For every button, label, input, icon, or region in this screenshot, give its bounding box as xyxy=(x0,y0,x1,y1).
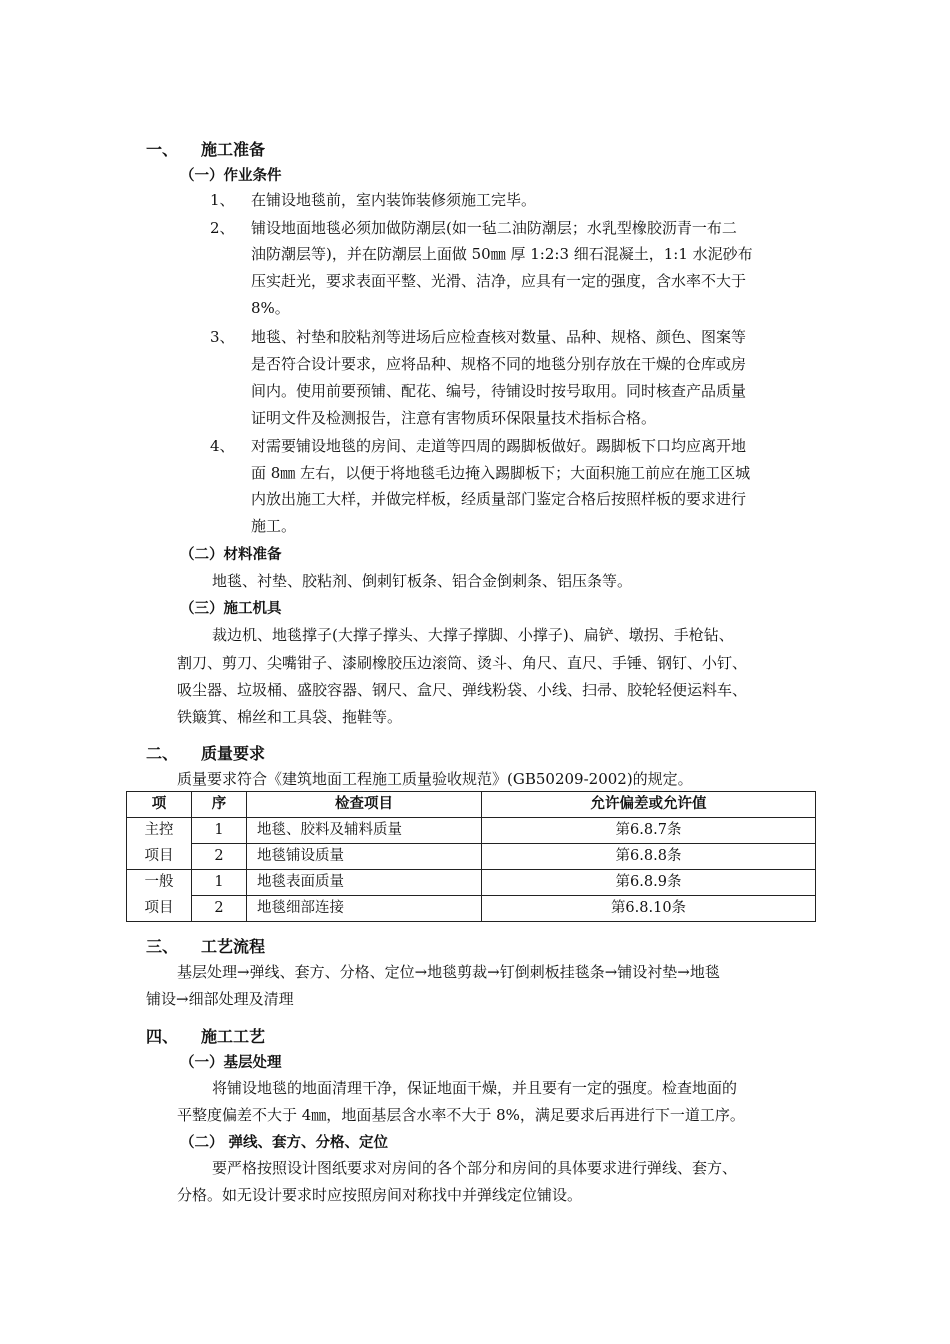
row-seq: 2 xyxy=(192,896,247,922)
row-item: 地毯细部连接 xyxy=(247,896,482,922)
group-label: 一般 xyxy=(127,870,192,896)
subsection-title: （二） 弹线、套方、分格、定位 xyxy=(180,1135,389,1151)
table-header: 项 xyxy=(127,792,192,818)
table-header: 允许偏差或允许值 xyxy=(482,792,816,818)
table-header-row xyxy=(127,792,816,818)
quality-table xyxy=(126,791,816,922)
paragraph-line: 基层处理→弹线、套方、分格、定位→地毯剪裁→钉倒刺板挂毯条→铺设衬垫→地毯 xyxy=(177,963,720,981)
section-title: 施工准备 xyxy=(201,140,266,159)
table-row xyxy=(127,818,816,844)
list-item-line: 是否符合设计要求，应将品种、规格不同的地毯分别存放在干燥的仓库或房 xyxy=(251,355,747,373)
row-item: 地毯、胶料及辅料质量 xyxy=(247,818,482,844)
list-item-line: 对需要铺设地毯的房间、走道等四周的踢脚板做好。踢脚板下口均应离开地 xyxy=(251,437,747,455)
subsection-title: （三）施工机具 xyxy=(180,601,282,617)
row-value: 第6.8.8条 xyxy=(482,844,816,870)
list-item-line: 施工。 xyxy=(251,517,297,535)
paragraph-line: 质量要求符合《建筑地面工程施工质量验收规范》(GB50209-2002)的规定。 xyxy=(177,770,693,788)
table-row xyxy=(127,896,816,922)
list-item-line: 证明文件及检测报告，注意有害物质环保限量技术指标合格。 xyxy=(251,409,657,427)
paragraph-line: 铺设→细部处理及清理 xyxy=(146,990,294,1008)
section-number: 三、 xyxy=(146,937,179,956)
section-title: 质量要求 xyxy=(201,744,266,763)
row-item: 地毯表面质量 xyxy=(247,870,482,896)
section-number: 二、 xyxy=(146,744,179,763)
section-number: 一、 xyxy=(146,140,179,159)
row-value: 第6.8.10条 xyxy=(482,896,816,922)
group-label: 主控 xyxy=(127,818,192,844)
list-item-line: 间内。使用前要预铺、配花、编号，待铺设时按号取用。同时核查产品质量 xyxy=(251,382,747,400)
section-number: 四、 xyxy=(146,1027,179,1046)
paragraph-line: 吸尘器、垃圾桶、盛胶容器、钢尺、盒尺、弹线粉袋、小线、扫帚、胶轮轻便运料车、 xyxy=(177,681,748,699)
list-number: 4、 xyxy=(210,437,235,455)
list-number: 3、 xyxy=(210,328,235,346)
subsection-title: （二）材料准备 xyxy=(180,547,282,563)
list-item-line: 压实赶光，要求表面平整、光滑、洁净，应具有一定的强度，含水率不大于 xyxy=(251,272,747,290)
list-number: 1、 xyxy=(210,191,235,209)
list-item-line: 内放出施工大样，并做完样板，经质量部门鉴定合格后按照样板的要求进行 xyxy=(251,490,747,508)
table-row xyxy=(127,844,816,870)
list-item-line: 地毯、衬垫和胶粘剂等进场后应检查核对数量、品种、规格、颜色、图案等 xyxy=(251,328,747,346)
paragraph-line: 要严格按照设计图纸要求对房间的各个部分和房间的具体要求进行弹线、套方、 xyxy=(212,1159,738,1177)
paragraph-line: 平整度偏差不大于 4㎜，地面基层含水率不大于 8%，满足要求后再进行下一道工序。 xyxy=(177,1106,745,1124)
list-item-line: 油防潮层等)，并在防潮层上面做 50㎜ 厚 1:2:3 细石混凝土，1:1 水泥砂布 xyxy=(251,245,753,263)
list-number: 2、 xyxy=(210,219,235,237)
section-title: 工艺流程 xyxy=(201,937,266,956)
table-row xyxy=(127,870,816,896)
paragraph-line: 割刀、剪刀、尖嘴钳子、漆刷橡胶压边滚筒、烫斗、角尺、直尺、手锤、钢钉、小钉、 xyxy=(177,654,748,672)
row-seq: 1 xyxy=(192,870,247,896)
section-title: 施工工艺 xyxy=(201,1027,266,1046)
list-item-line: 铺设地面地毯必须加做防潮层(如一毡二油防潮层；水乳型橡胶沥青一布二 xyxy=(251,219,737,237)
row-item: 地毯铺设质量 xyxy=(247,844,482,870)
paragraph-line: 将铺设地毯的地面清理干净，保证地面干燥，并且要有一定的强度。检查地面的 xyxy=(212,1079,738,1097)
row-seq: 2 xyxy=(192,844,247,870)
table-header: 序 xyxy=(192,792,247,818)
table-header: 检查项目 xyxy=(247,792,482,818)
list-item-line: 面 8㎜ 左右，以便于将地毯毛边掩入踢脚板下；大面积施工前应在施工区城 xyxy=(251,464,751,482)
subsection-title: （一）基层处理 xyxy=(180,1055,282,1071)
list-item-line: 8%。 xyxy=(251,299,290,317)
row-value: 第6.8.7条 xyxy=(482,818,816,844)
group-label: 项目 xyxy=(127,896,192,922)
row-value: 第6.8.9条 xyxy=(482,870,816,896)
paragraph-line: 地毯、衬垫、胶粘剂、倒刺钉板条、铝合金倒刺条、铝压条等。 xyxy=(212,572,633,590)
paragraph-line: 分格。如无设计要求时应按照房间对称找中并弹线定位铺设。 xyxy=(177,1186,583,1204)
group-label: 项目 xyxy=(127,844,192,870)
list-item-line: 在铺设地毯前，室内装饰装修须施工完毕。 xyxy=(251,191,537,209)
paragraph-line: 裁边机、地毯撑子(大撑子撑头、大撑子撑脚、小撑子)、扁铲、墩拐、手枪钻、 xyxy=(212,626,734,644)
subsection-title: （一）作业条件 xyxy=(180,168,282,184)
row-seq: 1 xyxy=(192,818,247,844)
paragraph-line: 铁簸箕、棉丝和工具袋、拖鞋等。 xyxy=(177,708,403,726)
